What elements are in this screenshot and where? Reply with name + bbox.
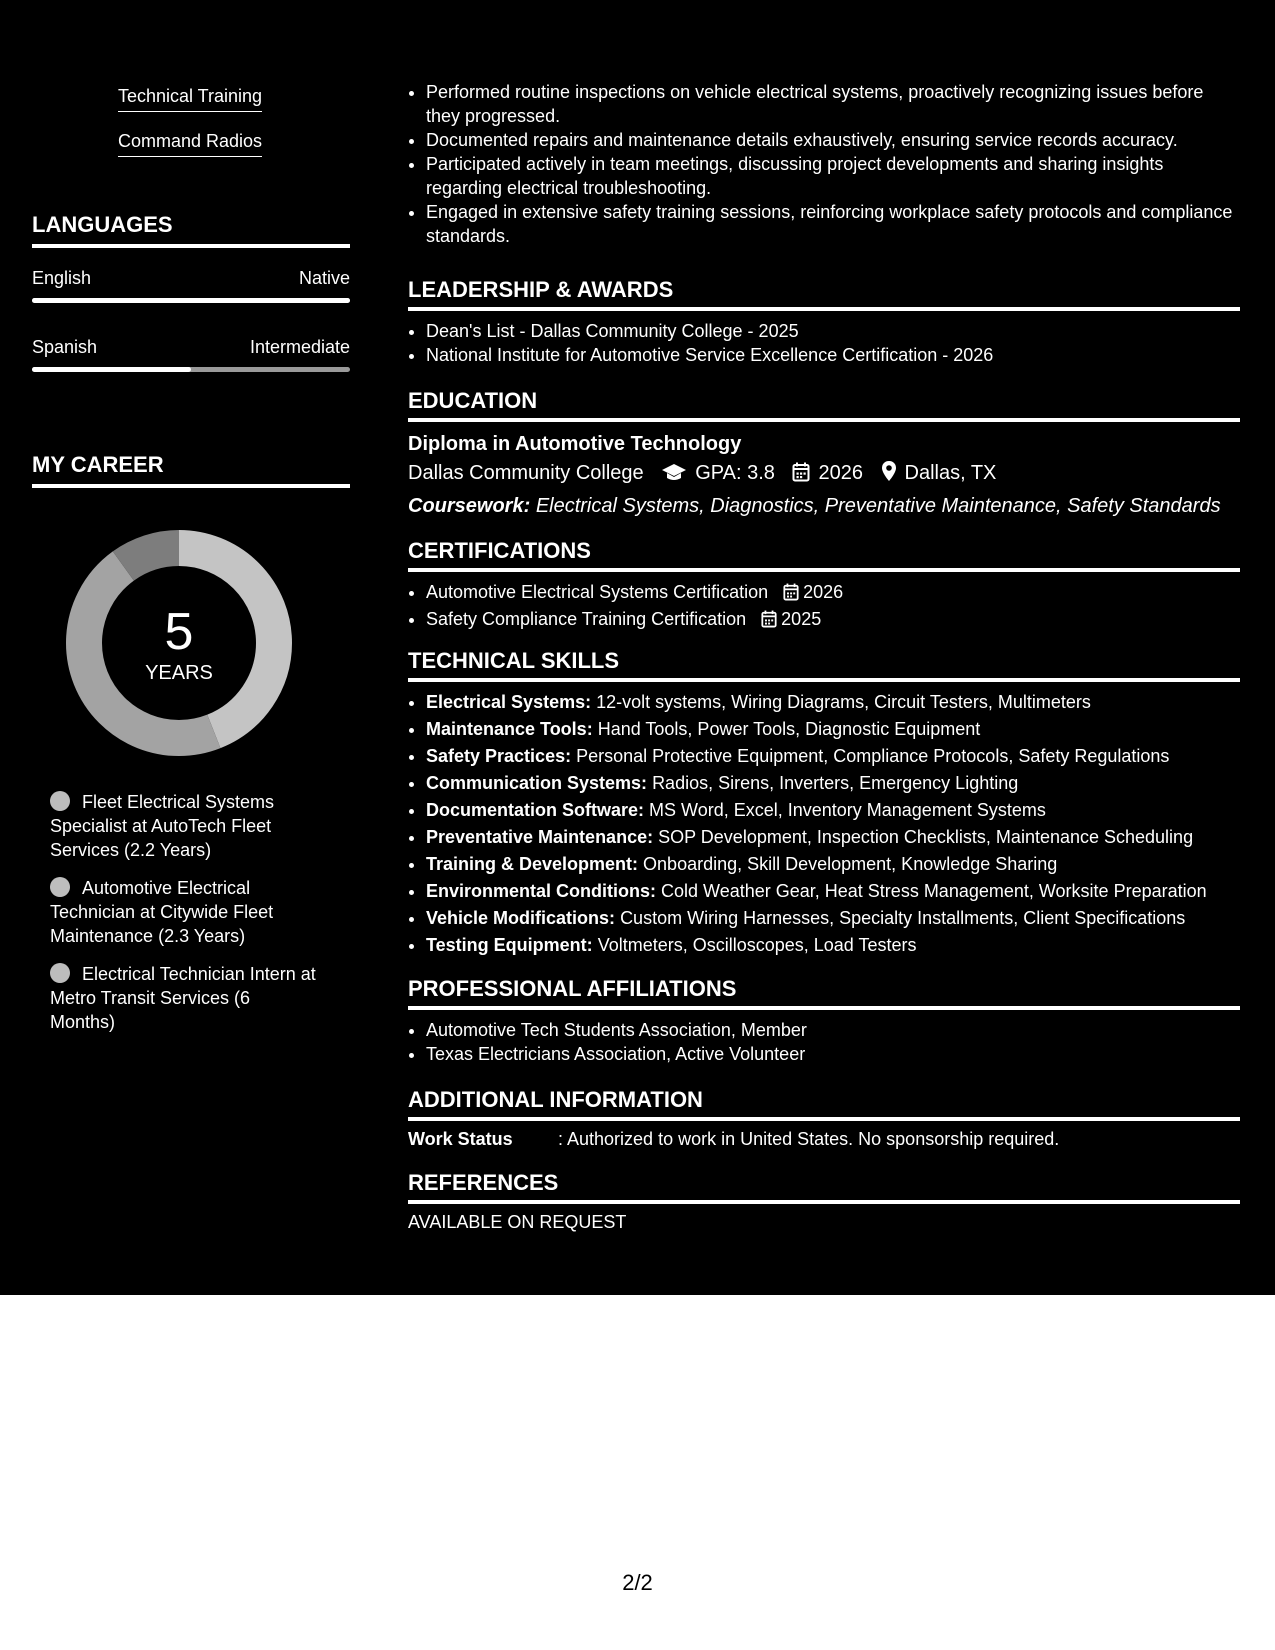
graduation-cap-icon xyxy=(661,461,687,491)
language-level: Native xyxy=(298,268,350,288)
leadership-list xyxy=(408,319,1240,367)
language-bar-fill xyxy=(32,367,191,372)
career-item xyxy=(50,876,320,948)
education-coursework xyxy=(408,491,1240,521)
experience-bullets xyxy=(408,80,1240,248)
career-item-text: Electrical Technician Intern at Metro Transit Services (6 Months) xyxy=(50,964,316,1032)
languages-heading: LANGUAGES xyxy=(32,212,350,248)
skill-item xyxy=(426,933,1240,957)
career-item xyxy=(50,790,320,862)
skill-value: 12-volt systems, Wiring Diagrams, Circuit Testers, Multimeters xyxy=(596,692,1091,712)
affiliation-item: • Texas Electricians Association, Active Volunteer xyxy=(426,1042,1240,1066)
certification-date xyxy=(751,609,821,629)
skill-link-command-radios[interactable] xyxy=(0,131,380,157)
certification-year: 2025 xyxy=(781,609,822,629)
skill-value: Voltmeters, Oscilloscopes, Load Testers xyxy=(597,935,917,955)
skill-label: Training & Development: xyxy=(426,854,639,874)
skill-item xyxy=(426,879,1240,903)
certification-item xyxy=(426,580,1240,607)
certification-name: Automotive Electrical Systems Certification xyxy=(426,582,769,602)
language-bar xyxy=(32,298,350,303)
references-section xyxy=(408,1170,1240,1233)
affiliations-section xyxy=(408,976,1240,1066)
work-status-row xyxy=(408,1129,1240,1150)
language-name: English xyxy=(32,268,92,288)
skill-label: Maintenance Tools: xyxy=(426,719,593,739)
calendar-icon xyxy=(792,461,810,491)
references-heading: REFERENCES xyxy=(408,1170,1240,1204)
skill-value: Personal Protective Equipment, Compliance Protocols, Safety Regulations xyxy=(576,746,1170,766)
work-status-label: Work Status xyxy=(408,1129,513,1149)
skills-list xyxy=(408,690,1240,957)
career-item-text: Fleet Electrical Systems Specialist at AutoTech Fleet Services (2.2 Years) xyxy=(50,792,275,860)
main-column xyxy=(408,0,1240,1295)
skill-item xyxy=(426,825,1240,849)
language-bar-fill xyxy=(32,298,350,303)
skill-item xyxy=(426,906,1240,930)
career-item xyxy=(50,962,320,1034)
additional-info-section xyxy=(408,1087,1240,1150)
career-item-text: Automotive Electrical Technician at Citywide Fleet Maintenance (2.3 Years) xyxy=(50,878,274,946)
skills-section xyxy=(408,648,1240,960)
certifications-heading: CERTIFICATIONS xyxy=(408,538,1240,572)
skill-item xyxy=(426,690,1240,714)
career-list xyxy=(50,790,320,1048)
certifications-list xyxy=(408,580,1240,634)
skill-item xyxy=(426,798,1240,822)
skill-value: Custom Wiring Harnesses, Specialty Installments, Client Specifications xyxy=(620,908,1186,928)
work-status-value: : Authorized to work in United States. No sponsorship required. xyxy=(558,1129,1060,1149)
career-years-label: YEARS xyxy=(145,662,213,684)
certification-item xyxy=(426,607,1240,634)
skill-label: Safety Practices: xyxy=(426,746,572,766)
calendar-icon xyxy=(783,583,799,607)
skill-label: Communication Systems: xyxy=(426,773,648,793)
education-section xyxy=(408,388,1240,521)
leadership-section xyxy=(408,277,1240,367)
language-level: Intermediate xyxy=(249,337,350,357)
skill-value: Hand Tools, Power Tools, Diagnostic Equipment xyxy=(597,719,981,739)
skill-value: MS Word, Excel, Inventory Management Systems xyxy=(649,800,1046,820)
career-dot-icon xyxy=(50,877,70,897)
skill-item xyxy=(426,717,1240,741)
skill-label: Vehicle Modifications: xyxy=(426,908,616,928)
experience-bullet: • Performed routine inspections on vehicle electrical systems, proactively recognizing issues before they progressed. xyxy=(426,80,1240,128)
education-degree: Diploma in Automotive Technology xyxy=(408,433,742,455)
skill-label: Testing Equipment: xyxy=(426,935,593,955)
education-meta xyxy=(408,458,1240,491)
skill-value: SOP Development, Inspection Checklists, Maintenance Scheduling xyxy=(658,827,1194,847)
leadership-item: • Dean's List - Dallas Community College - 2025 xyxy=(426,319,1240,343)
skill-link-label: Command Radios xyxy=(118,131,262,157)
career-years-value: 5 xyxy=(164,603,194,661)
experience-bullet: • Engaged in extensive safety training sessions, reinforcing workplace safety protocols and compliance standards. xyxy=(426,200,1240,248)
affiliations-heading: PROFESSIONAL AFFILIATIONS xyxy=(408,976,1240,1010)
education-heading: EDUCATION xyxy=(408,388,1240,422)
language-name: Spanish xyxy=(32,337,98,357)
career-donut-chart xyxy=(66,530,292,756)
skill-value: Onboarding, Skill Development, Knowledge Sharing xyxy=(643,854,1058,874)
certification-date xyxy=(773,582,843,602)
skill-link-technical-training[interactable] xyxy=(0,86,380,112)
language-row-spanish xyxy=(32,337,350,377)
skill-label: Electrical Systems: xyxy=(426,692,592,712)
language-row-english xyxy=(32,268,350,308)
location-pin-icon xyxy=(881,460,897,491)
education-location: Dallas, TX xyxy=(904,462,997,484)
additional-info-heading: ADDITIONAL INFORMATION xyxy=(408,1087,1240,1121)
experience-bullet: • Participated actively in team meetings, discussing project developments and sharing insights regarding electrical troubleshooting. xyxy=(426,152,1240,200)
skill-item xyxy=(426,744,1240,768)
leadership-item: • National Institute for Automotive Service Excellence Certification - 2026 xyxy=(426,343,1240,367)
skill-value: Cold Weather Gear, Heat Stress Management, Worksite Preparation xyxy=(661,881,1207,901)
education-year: 2026 xyxy=(818,462,863,484)
skills-heading: TECHNICAL SKILLS xyxy=(408,648,1240,682)
affiliation-item: • Automotive Tech Students Association, Member xyxy=(426,1018,1240,1042)
education-school: Dallas Community College xyxy=(408,462,644,484)
certification-year: 2026 xyxy=(803,582,844,602)
page-number: 2/2 xyxy=(622,1570,653,1595)
career-dot-icon xyxy=(50,791,70,811)
career-heading: MY CAREER xyxy=(32,452,350,488)
skill-value: Radios, Sirens, Inverters, Emergency Lighting xyxy=(652,773,1019,793)
coursework-value: Electrical Systems, Diagnostics, Preventative Maintenance, Safety Standards xyxy=(535,495,1221,517)
skill-item xyxy=(426,852,1240,876)
experience-bullet: • Documented repairs and maintenance details exhaustively, ensuring service records accuracy. xyxy=(426,128,1240,152)
career-dot-icon xyxy=(50,963,70,983)
experience-continued xyxy=(408,80,1240,248)
leadership-heading: LEADERSHIP & AWARDS xyxy=(408,277,1240,311)
references-text: AVAILABLE ON REQUEST xyxy=(408,1212,627,1232)
skill-item xyxy=(426,771,1240,795)
affiliations-list xyxy=(408,1018,1240,1066)
skill-label: Documentation Software: xyxy=(426,800,645,820)
education-gpa: GPA: 3.8 xyxy=(695,462,775,484)
skill-link-label: Technical Training xyxy=(118,86,262,112)
language-bar xyxy=(32,367,350,372)
sidebar xyxy=(0,0,380,1295)
skill-label: Preventative Maintenance: xyxy=(426,827,654,847)
certification-name: Safety Compliance Training Certification xyxy=(426,609,747,629)
certifications-section xyxy=(408,538,1240,634)
skill-label: Environmental Conditions: xyxy=(426,881,657,901)
calendar-icon xyxy=(761,610,777,634)
coursework-label: Coursework: xyxy=(408,495,531,517)
